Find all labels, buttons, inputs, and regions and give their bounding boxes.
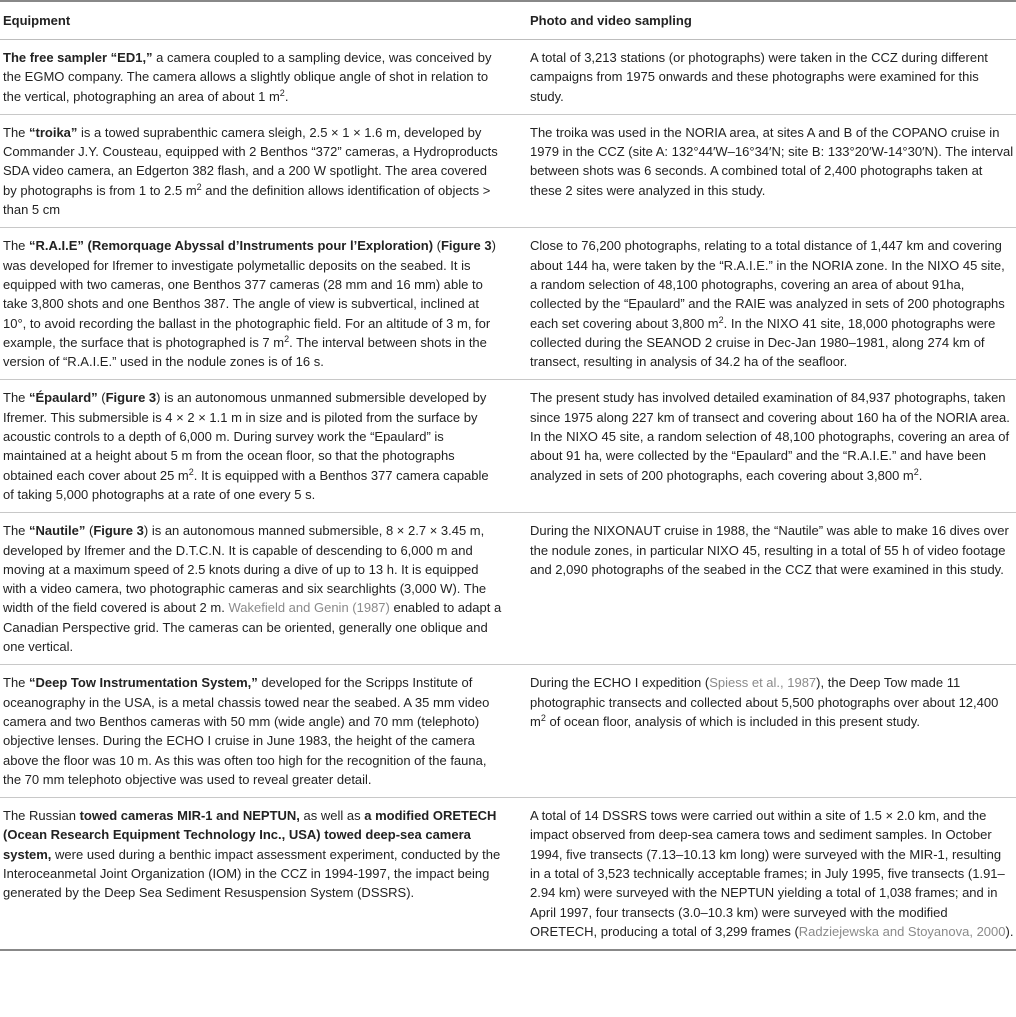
equipment-prefix: The Russian	[3, 808, 80, 824]
equipment-description: developed for the Scripps Institute of oceanography in the USA, is a metal chassis towed near the seabed. A 35 mm video camera and two Benthos cameras with 50 mm (wide angle) and 70 mm (telephoto) objective lenses. During the ECHO I cruise in June 1983, the height of the camera above the floor was 10 m. As this was often too high for the recognition of the fauna, the 70 mm telephoto objective was used to reveal greater detail.	[3, 675, 490, 787]
figure-reference-link[interactable]: Figure 3	[93, 523, 144, 539]
superscript: 2	[540, 712, 546, 723]
sampling-description: During the ECHO I expedition (	[530, 675, 710, 691]
equipment-description-end: enabled to adapt a Canadian Perspective grid. The cameras can be oriented, generally one oblique and one vertical.	[3, 600, 502, 655]
figure-reference-link[interactable]: Figure 3	[105, 390, 157, 406]
equipment-name: “Deep Tow Instrumentation System,”	[29, 675, 258, 691]
table-row-epaulard	[0, 380, 1016, 513]
superscript: 2	[279, 87, 285, 98]
equipment-description-end: . It is equipped with a Benthos 377 camera capable of taking 5,000 photographs at a rate of one every 5 s.	[3, 467, 489, 502]
superscript: 2	[196, 181, 202, 192]
equipment-cell	[0, 40, 518, 115]
equipment-name: “troika”	[29, 124, 78, 140]
equipment-description-end: .	[284, 88, 289, 104]
equipment-name: “Épaulard”	[29, 390, 98, 406]
sampling-cell	[518, 114, 1016, 227]
equipment-description: is a towed suprabenthic camera sleigh, 2.5 × 1 × 1.6 m, developed by Commander J.Y. Cousteau, equipped with 2 Benthos “372” cameras, a Hydroproducts SDA video camera, an Edgerton 382 flash, and a 200 W spotlight. The area covered by photographs is from 1 to 2.5 m	[3, 124, 498, 198]
column-header-equipment: Equipment	[3, 13, 71, 28]
equipment-cell	[0, 228, 518, 380]
sampling-description: Close to 76,200 photographs, relating to a total distance of 1,447 km and covering about 144 ha, were taken by the “R.A.I.E.” in the NORIA zone. In the NIXO 45 site, a random selection of 48,100 photographs, covering an area of about 91ha, collected by the “Epaulard” and the RAIE was analyzed in sets of 200 photographs each set covering about 3,800 m	[530, 238, 1005, 331]
equipment-name-secondary: a modified ORETECH (Ocean Research Equipment Technology Inc., USA) towed deep-sea camera system,	[3, 808, 497, 862]
superscript: 2	[913, 466, 919, 477]
sampling-cell	[518, 228, 1016, 380]
sampling-description-end: ).	[1005, 923, 1014, 939]
superscript: 2	[718, 314, 724, 325]
equipment-cell	[0, 665, 518, 798]
citation-link[interactable]: Wakefield and Genin (1987)	[228, 600, 390, 616]
sampling-cell	[518, 665, 1016, 798]
column-header-sampling: Photo and video sampling	[530, 13, 692, 28]
equipment-description-end: . The interval between shots in the version of “R.A.I.E.” used in the nodule zones is of 16 s.	[3, 334, 487, 370]
table-row-deep-tow	[0, 665, 1016, 798]
sampling-cell	[518, 380, 1016, 513]
sampling-cell	[518, 798, 1016, 951]
citation-link[interactable]: Spiess et al., 1987	[709, 675, 817, 691]
superscript: 2	[188, 466, 194, 477]
equipment-paren: (	[85, 523, 94, 539]
equipment-description: were used during a benthic impact assessment experiment, conducted by the Interoceanmetal Joint Organization (IOM) in the CCZ in 1994-1997, the impact being generated by the Deep Sea Sediment Resuspension System (DSSRS).	[3, 846, 501, 901]
table-row-ed1	[0, 40, 1016, 115]
equipment-paren: (	[97, 390, 106, 406]
equipment-prefix: The	[3, 390, 30, 406]
equipment-cell	[0, 380, 518, 513]
sampling-description: A total of 3,213 stations (or photographs) were taken in the CCZ during different campaigns from 1975 onwards and these photographs were examined for this study.	[530, 50, 988, 104]
sampling-description: The present study has involved detailed examination of 84,937 photographs, taken since 1975 along 227 km of transect and covering about 160 ha of the NORIA area. In the NIXO 45 site, a random selection of 48,100 photographs, covering an area of about 91 ha, were collected by the “Epaulard” and the “R.A.I.E.” and have been analyzed in sets of 200 photographs, each covering about 3,800 m	[530, 390, 1010, 483]
table-row-nautile	[0, 513, 1016, 665]
superscript: 2	[284, 333, 290, 344]
equipment-description-end: and the definition allows identification of objects > than 5 cm	[3, 182, 491, 218]
equipment-prefix: The	[3, 523, 30, 539]
equipment-prefix: The	[3, 675, 30, 691]
sampling-cell	[518, 513, 1016, 665]
figure-reference-link[interactable]: Figure 3	[440, 238, 492, 254]
equipment-prefix: The	[3, 238, 30, 254]
sampling-description: During the NIXONAUT cruise in 1988, the “Nautile” was able to make 16 dives over the nodule zones, in particular NIXO 45, resulting in a total of 55 h of video footage and 2,090 photographs of the seabed in the CCZ that were examined in this study.	[530, 523, 1009, 577]
equipment-name: “R.A.I.E” (Remorquage Abyssal d’Instruments pour l’Exploration)	[29, 238, 434, 254]
equipment-prefix: The	[3, 124, 30, 140]
sampling-description-end: . In the NIXO 41 site, 18,000 photographs were collected during the SEANOD 2 cruise in Dec-Jan 1980–1981, along 274 km of transect, resulting in analysis of 34.2 ha of the seafloor.	[530, 315, 996, 370]
equipment-description: ) is an autonomous unmanned submersible developed by Ifremer. This submersible is 4 × 2 × 1.1 m in size and is piloted from the surface by acoustic controls to a depth of 6,000 m. During survey work the “Epaulard” is maintained at a height about 5 m from the ocean floor, so that the photographs obtained each cover about 25 m	[3, 390, 487, 483]
equipment-name: “Nautile”	[29, 523, 86, 539]
table-header-row	[0, 1, 1016, 40]
equipment-cell	[0, 513, 518, 665]
sampling-cell	[518, 40, 1016, 115]
equipment-cell	[0, 114, 518, 227]
table-row-mir1-neptun	[0, 798, 1016, 951]
equipment-paren: (	[433, 238, 441, 254]
equipment-connector: as well as	[299, 808, 365, 824]
table-row-troika	[0, 114, 1016, 227]
equipment-name: The free sampler “ED1,”	[3, 50, 153, 65]
equipment-name: towed cameras MIR-1 and NEPTUN,	[79, 808, 300, 824]
equipment-description: ) is an autonomous manned submersible, 8 × 2.7 × 3.45 m, developed by Ifremer and the D.T.C.N. It is capable of descending to 6,000 m and moving at a maximum speed of 2.5 knots during a dive of up to 13 h. It is equipped with a video camera, two photographic cameras and six searchlights (3,000 W). The width of the field covered is about 2 m.	[3, 523, 487, 616]
sampling-description-end: .	[918, 467, 923, 483]
table-row-raie	[0, 228, 1016, 380]
equipment-description: a camera coupled to a sampling device, was conceived by the EGMO company. The camera allows a slightly oblique angle of shot in relation to the vertical, photographing an area of about 1 m	[3, 50, 492, 104]
sampling-description-end: of ocean floor, analysis of which is included in this present study.	[545, 713, 920, 729]
sampling-description: A total of 14 DSSRS tows were carried out within a site of 1.5 × 2.0 km, and the impact observed from deep-sea camera tows and sediment samples. In October 1994, five transects (7.13–10.13 km long) were surveyed with the MIR-1, resulting in a total of 3,523 technically acceptable frames; in July 1995, five transects (1.91–2.94 km) were surveyed with the NEPTUN yielding a total of 1,038 frames; and in April 1997, four transects (3.0–10.3 km) were surveyed with the modified ORETECH, producing a total of 3,299 frames (	[530, 808, 1005, 939]
citation-link[interactable]: Radziejewska and Stoyanova, 2000	[798, 923, 1006, 939]
equipment-cell	[0, 798, 518, 951]
sampling-description-mid: ), the Deep Tow made 11 photographic transects and collected about 5,500 photographs over about 12,400 m	[530, 675, 999, 729]
equipment-description: ) was developed for Ifremer to investigate polymetallic deposits on the seabed. It is equipped with two cameras, one Benthos 377 cameras (28 mm and 16 mm) able to take 3,800 shots and one Benthos 387. The angle of view is subvertical, inclined at 10°, to avoid recording the ballast in the photographic field. For an altitude of 3 m, for example, the surface that is photographed is 7 m	[3, 238, 496, 350]
sampling-description: The troika was used in the NORIA area, at sites A and B of the COPANO cruise in 1979 in the CCZ (site A: 132°44′W–16°34′N; site B: 133°20′W-14°30′N). The interval between shots was 6 seconds. A combined total of 2,400 photographs taken at these 2 sites were analyzed in this study.	[530, 124, 1014, 198]
